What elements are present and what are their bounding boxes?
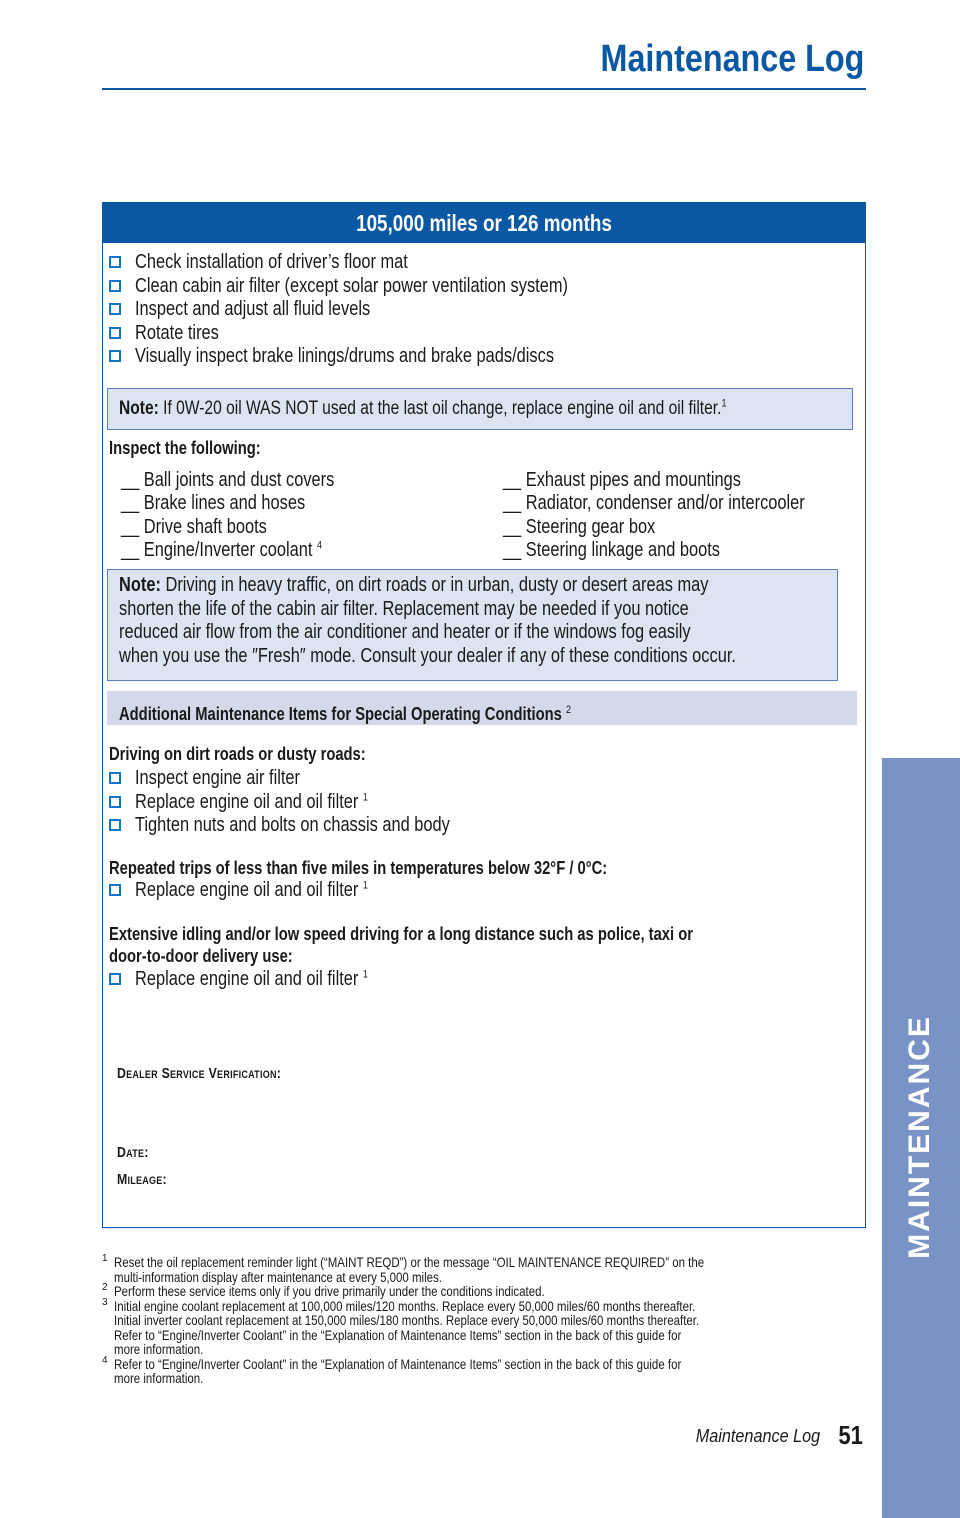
checkbox[interactable] (109, 973, 121, 985)
mileage-label: Mileage: (117, 1171, 167, 1188)
oil-note: Note: If 0W-20 oil WAS NOT used at the last oil change, replace engine oil and oil filter.$^1$ (107, 388, 853, 430)
inspect-item: __ Ball joints and dust covers (121, 469, 335, 491)
note-text: If 0W-20 oil WAS NOT used at the last oil change, replace engine oil and oil filter. (163, 398, 722, 419)
dealer-verification-label: Dealer Service Verification: (117, 1065, 282, 1082)
idling-heading-cont: door-to-door delivery use: (109, 946, 293, 966)
date-label: Date: (117, 1144, 149, 1161)
maintenance-interval-box: 105,000 miles or 126 months Check installation of driver’s floor mat Clean cabin air filter (except solar power ventilation system) Inspect and adjust all fluid levels Rotate tires Visually inspect brake linings/drums and brake pads/discs Note: If 0W-20 oil WAS NOT used at the last oil change, replace engine oil and oil filter.$^1$ Inspect the following: __ Ball joints and dust covers __ Brake lines and hoses __ Drive shaft boots __ Engine/Inverter coolant $^4$ __ Exhaust pipes and mountings __ Radiator, condenser and/or intercooler __ Steering gear box __ Steering linkage and boots Note: Driving in heavy traffic, on dirt roads or in urban, dusty or desert areas may shorten the life of the cabin air filter. Replacement may be needed if you notice reduced air flow from the air conditioner and heater or if the windows fog easily when you use the ″Fresh″ mode. Consult your dealer if any of these conditions occur. Additional Maintenance Items for Special Operating Conditions $^2$ Driving on dirt roads or dusty roads: Inspect engine air filter Replace engine oil and oil filter $^1$ Tighten nuts and bolts on chassis and body Repeated trips of less than five miles in temperatures below 32°F / 0°C: Replace engine oil and oil filter $^1$ Extensive idling and/or low speed driving for a long distance such as police, taxi or door-to-door delivery use: Replace engine oil and oil filter $^1$ Dealer Service Verification: Date: Mileage: (102, 202, 866, 1228)
footnotes: 1 Reset the oil replacement reminder light (“MAINT REQD”) or the message “OIL MAINTENANCE REQUIRED” on the multi-information display after maintenance at every 5,000 miles. 2 Perform these service items only if you drive primarily under the conditions indicated. 3 Initial engine coolant replacement at 100,000 miles/120 months. Replace every 50,000 miles/60 months thereafter. Initial inverter coolant replacement at 150,000 miles/180 months. Replace every 50,000 miles/60 months thereafter. Refer to “Engine/Inverter Coolant” in the “Explanation of Maintenance Items” section in the back of this guide for more information. 4 Refer to “Engine/Inverter Coolant” in the “Explanation of Maintenance Items” section in the back of this guide for more information. (102, 1255, 866, 1386)
short-trips-heading: Repeated trips of less than five miles in temperatures below 32°F / 0°C: (109, 858, 608, 878)
inspect-item: __ Brake lines and hoses (121, 492, 306, 514)
cabin-filter-note: Note: Driving in heavy traffic, on dirt roads or in urban, dusty or desert areas may shorten the life of the cabin air filter. Replacement may be needed if you notice reduced air flow from the air conditioner and heater or if the windows fog easily when you use the ″Fresh″ mode. Consult your dealer if any of these conditions occur. (107, 569, 838, 681)
special-conditions-header: Additional Maintenance Items for Special Operating Conditions $^2$ (107, 691, 857, 725)
footnote: 3 Initial engine coolant replacement at 100,000 miles/120 months. Replace every 50,000 miles/60 months thereafter. (102, 1296, 696, 1314)
inspect-item: __ Engine/Inverter coolant $^4$ (121, 539, 323, 561)
checkbox[interactable] (109, 796, 121, 808)
note-label: Note: (119, 398, 159, 419)
section-side-tab-label: MAINTENANCE (903, 1015, 936, 1259)
checkbox[interactable] (109, 772, 121, 784)
dirt-roads-heading: Driving on dirt roads or dusty roads: (109, 744, 366, 764)
inspect-item: __ Exhaust pipes and mountings (503, 469, 741, 491)
interval-header (103, 203, 865, 243)
footnote: 1 Reset the oil replacement reminder light (“MAINT REQD”) or the message “OIL MAINTENANCE REQUIRED” on the (102, 1253, 705, 1270)
note-label: Note: (119, 574, 161, 596)
footnote: 2 Perform these service items only if you drive primarily under the conditions indicated. (102, 1282, 545, 1299)
page-title: Maintenance Log (600, 38, 864, 80)
checkbox[interactable] (109, 256, 121, 268)
footer-section-label: Maintenance Log (695, 1426, 820, 1446)
inspect-item: __ Drive shaft boots (121, 516, 267, 538)
inspect-item: __ Steering linkage and boots (503, 539, 721, 561)
checkbox[interactable] (109, 884, 121, 896)
footnote: 4 Refer to “Engine/Inverter Coolant” in the “Explanation of Maintenance Items” section in the back of this guide for (102, 1354, 682, 1372)
inspect-item: __ Radiator, condenser and/or intercooler (503, 492, 805, 514)
interval-header-text: 105,000 miles or 126 months (356, 210, 612, 236)
inspect-heading: Inspect the following: (109, 438, 261, 458)
title-divider (102, 88, 866, 90)
page-number: 51 (838, 1420, 863, 1450)
inspect-item: __ Steering gear box (503, 516, 656, 538)
checkbox[interactable] (109, 819, 121, 831)
checkbox[interactable] (109, 303, 121, 315)
checkbox[interactable] (109, 327, 121, 339)
checkbox[interactable] (109, 350, 121, 362)
idling-heading: Extensive idling and/or low speed driving for a long distance such as police, taxi or (109, 924, 693, 944)
checkbox[interactable] (109, 280, 121, 292)
